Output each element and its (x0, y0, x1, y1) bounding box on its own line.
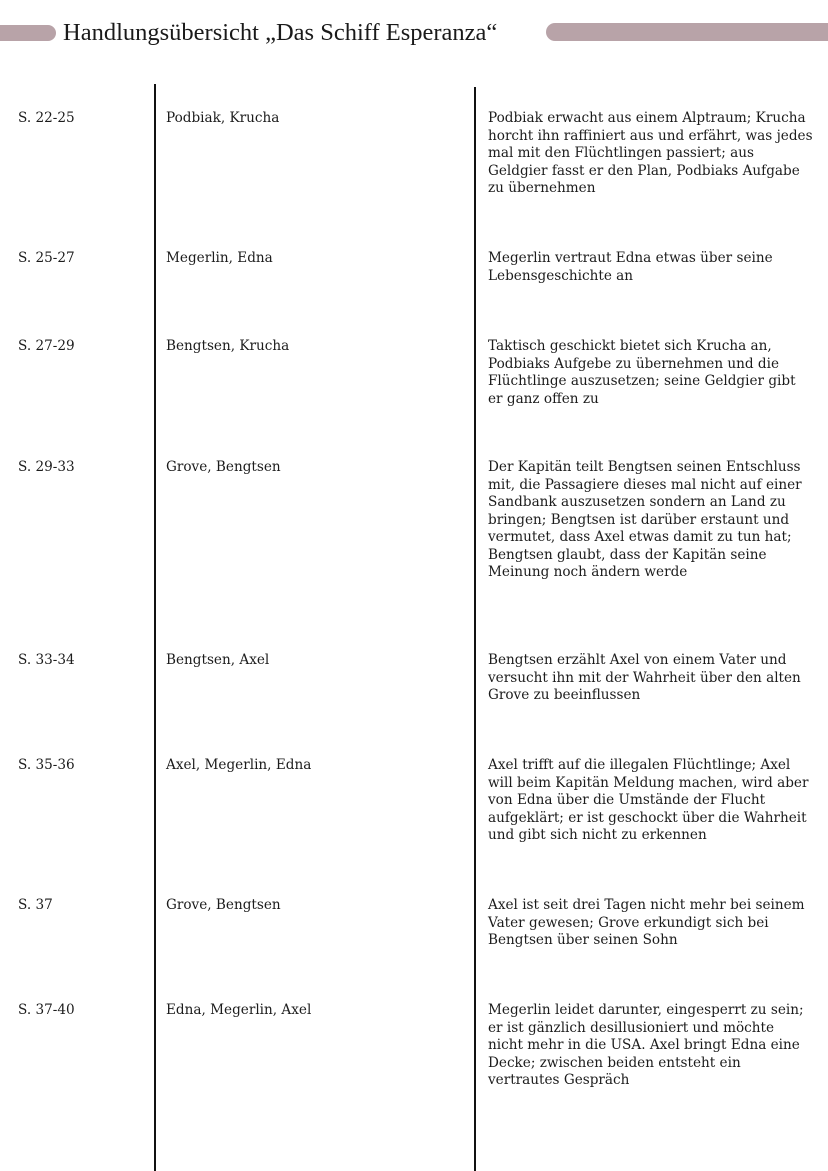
plot-summary: Megerlin leidet darunter, eingesperrt zu sein; er ist gänzlich desillusioniert und möchte nicht mehr in die USA. Axel bringt Edna eine Decke; zwischen beiden entsteht ein vertrautes Gespräch (488, 1002, 804, 1088)
page-range: S. 27-29 (18, 338, 75, 354)
page-range: S. 25-27 (18, 250, 75, 266)
plot-summary: Podbiak erwacht aus einem Alptraum; Krucha horcht ihn raffiniert aus und erfährt, was jedes mal mit den Flüchtlingen passiert; aus Geldgier fasst er den Plan, Podbiaks Aufgabe zu übernehmen (488, 110, 813, 196)
characters: Bengtsen, Axel (166, 652, 270, 668)
characters: Grove, Bengtsen (166, 897, 281, 913)
column-divider-2 (474, 87, 476, 1171)
page-range: S. 22-25 (18, 110, 75, 126)
plot-summary: Taktisch geschickt bietet sich Krucha an, Podbiaks Aufgebe zu übernehmen und die Flüchtlinge auszusetzen; seine Geldgier gibt er ganz offen zu (488, 338, 796, 407)
page-range: S. 37-40 (18, 1002, 75, 1018)
characters: Podbiak, Krucha (166, 110, 280, 126)
characters: Grove, Bengtsen (166, 459, 281, 475)
page-title: Handlungsübersicht „Das Schiff Esperanza“ (63, 19, 498, 46)
title-decoration-right (546, 23, 828, 41)
characters: Megerlin, Edna (166, 250, 273, 266)
title-bar (0, 17, 828, 49)
page-range: S. 29-33 (18, 459, 75, 475)
characters: Edna, Megerlin, Axel (166, 1002, 312, 1018)
page-range: S. 35-36 (18, 757, 75, 773)
column-divider-1 (154, 84, 156, 1171)
characters: Axel, Megerlin, Edna (166, 757, 312, 773)
page-range: S. 33-34 (18, 652, 75, 668)
plot-summary: Bengtsen erzählt Axel von einem Vater und versucht ihn mit der Wahrheit über den alten Grove zu beeinflussen (488, 652, 801, 703)
plot-summary: Axel trifft auf die illegalen Flüchtlinge; Axel will beim Kapitän Meldung machen, wird aber von Edna über die Umstände der Flucht aufgeklärt; er ist geschockt über die Wahrheit und gibt sich nicht zu erkennen (488, 757, 809, 843)
page-range: S. 37 (18, 897, 53, 913)
title-decoration-left (0, 25, 56, 41)
plot-summary: Megerlin vertraut Edna etwas über seine Lebensgeschichte an (488, 250, 773, 284)
plot-summary: Der Kapitän teilt Bengtsen seinen Entschluss mit, die Passagiere dieses mal nicht auf einer Sandbank auszusetzen sondern an Land zu bringen; Bengtsen ist darüber erstaunt und vermutet, dass Axel etwas damit zu tun hat; Bengtsen glaubt, dass der Kapitän seine Meinung noch ändern werde (488, 459, 802, 580)
characters: Bengtsen, Krucha (166, 338, 290, 354)
plot-summary: Axel ist seit drei Tagen nicht mehr bei seinem Vater gewesen; Grove erkundigt sich bei Bengtsen über seinen Sohn (488, 897, 805, 948)
